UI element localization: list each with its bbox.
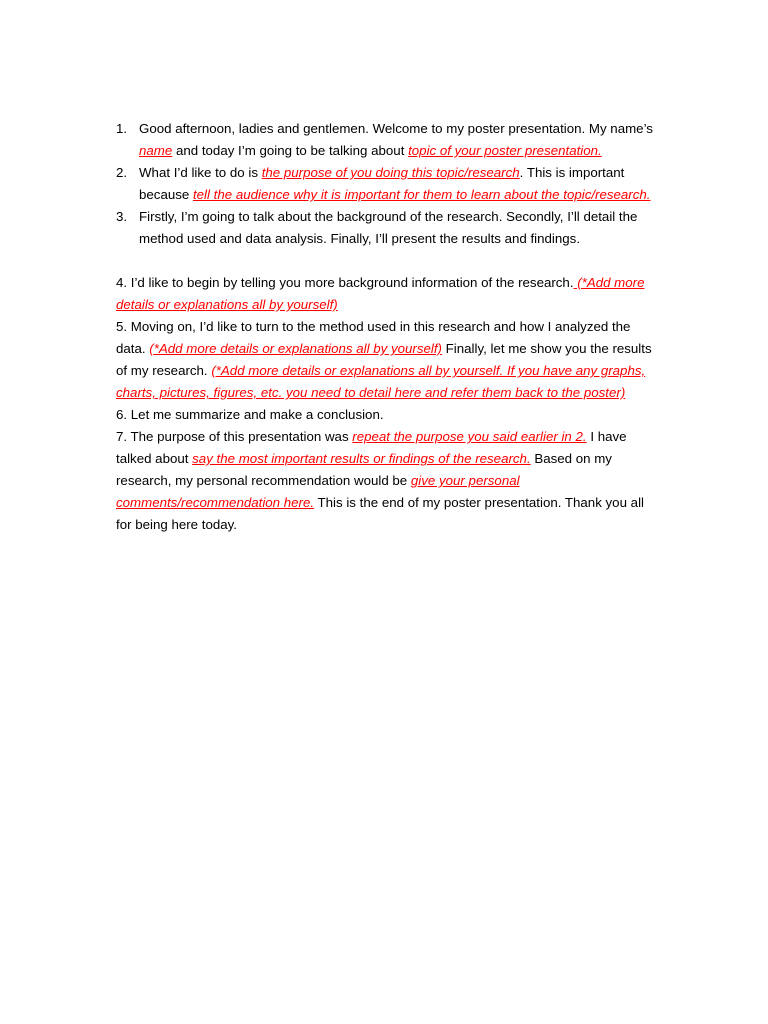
- presentation-script: [116, 118, 656, 536]
- placeholder-text: (*Add more details or explanations all by yourself): [116, 275, 645, 312]
- text-segment: This is the end of my poster presentation. Thank you all for being here today.: [116, 495, 644, 532]
- text-segment: What I’d like to do is: [139, 165, 262, 180]
- placeholder-text: (*Add more details or explanations all by yourself): [149, 341, 442, 356]
- text-segment: 6. Let me summarize and make a conclusion.: [116, 407, 384, 422]
- text-segment: 5. Moving on, I’d like to turn to the method used in this research and how I analyzed the data.: [116, 319, 631, 356]
- text-segment: 7. The purpose of this presentation was: [116, 429, 353, 444]
- text-segment: Good afternoon, ladies and gentlemen. Welcome to my poster presentation. My name’s: [139, 121, 653, 136]
- text-segment: and today I’m going to be talking about: [172, 143, 409, 158]
- list-item: [116, 118, 656, 162]
- text-segment: Finally, let me show you the results of my research.: [116, 341, 652, 378]
- text-segment: 4. I’d like to begin by telling you more background information of the research.: [116, 275, 574, 290]
- text-segment: . This is important because: [139, 165, 625, 202]
- placeholder-text: repeat the purpose you said earlier in 2.: [352, 429, 587, 444]
- list-item: [116, 162, 656, 206]
- text-segment: I have talked about: [116, 429, 627, 466]
- text-segment: Firstly, I’m going to talk about the background of the research. Secondly, I’ll detail the method used and data analysis. Finally, I’ll present the results and findings.: [139, 209, 638, 246]
- placeholder-text: the purpose of you doing this topic/research: [261, 165, 520, 180]
- placeholder-text: tell the audience why it is important for them to learn about the topic/research.: [192, 187, 651, 202]
- placeholder-text: topic of your poster presentation.: [408, 143, 602, 158]
- placeholder-text: (*Add more details or explanations all by yourself. If you have any graphs, charts, pictures, figures, etc. you need to detail here and refer them back to the poster): [116, 363, 646, 400]
- paragraph: [116, 426, 656, 536]
- placeholder-text: say the most important results or findings of the research.: [192, 451, 531, 466]
- list-item: [116, 206, 656, 250]
- text-segment: Based on my research, my personal recommendation would be: [116, 451, 612, 488]
- list-number: 1.: [116, 121, 128, 136]
- numbered-list: [116, 118, 656, 250]
- paragraph: [116, 272, 656, 316]
- paragraph: [116, 404, 656, 426]
- list-number: 3.: [116, 209, 128, 224]
- list-number: 2.: [116, 165, 128, 180]
- blank-line: [116, 250, 656, 272]
- paragraph: [116, 316, 656, 404]
- placeholder-text: name: [139, 143, 173, 158]
- placeholder-text: give your personal comments/recommendation here.: [116, 473, 520, 510]
